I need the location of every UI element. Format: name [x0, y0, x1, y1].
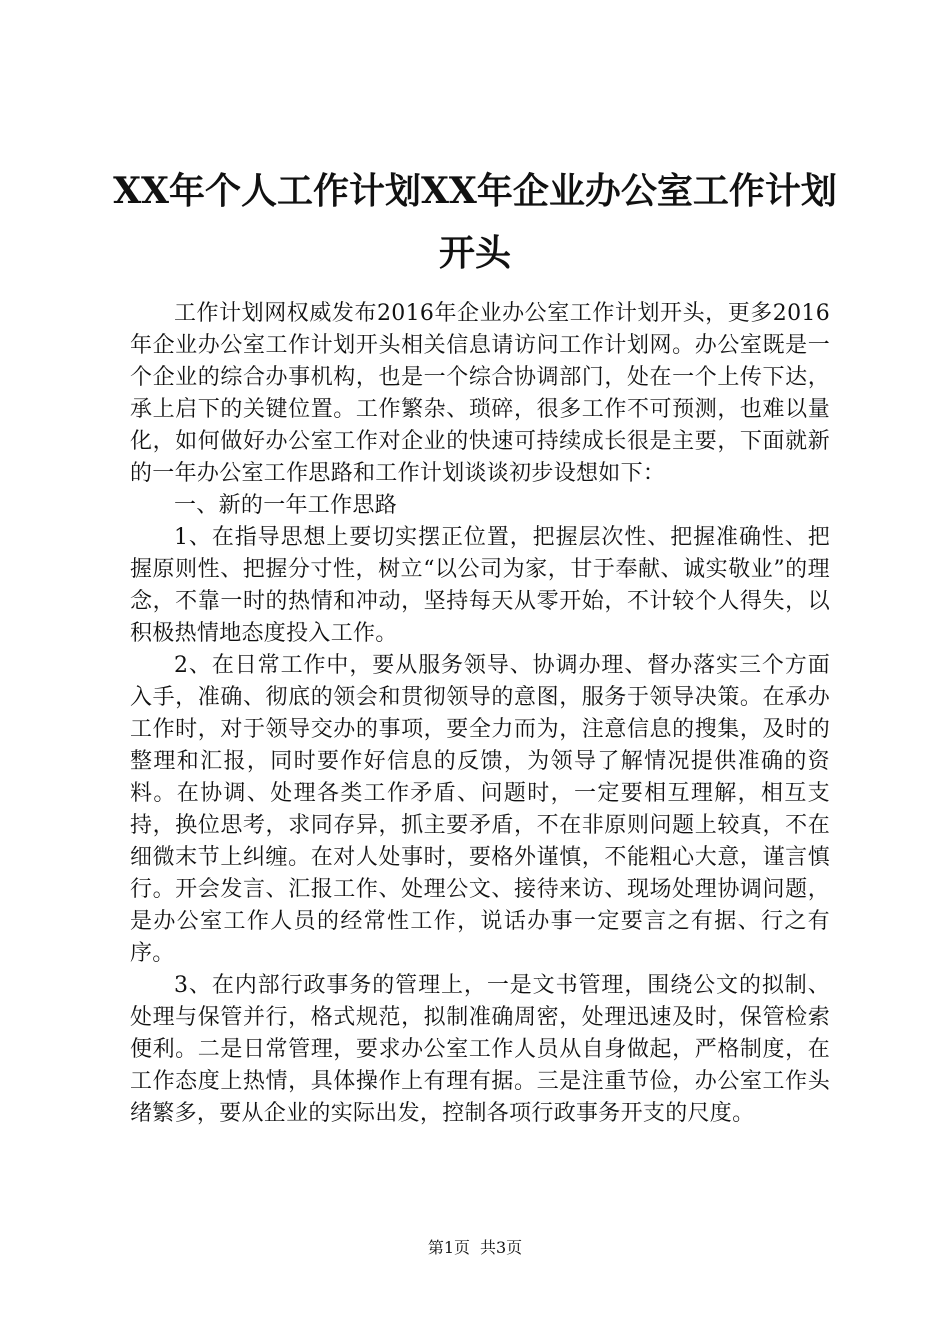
intro-paragraph: 工作计划网权威发布2016年企业办公室工作计划开头，更多2016年企业办公室工作计划开头相关信息请访问工作计划网。办公室既是一个企业的综合办事机构，也是一个综合协调部门，处在一个上传下达，承上启下的关键位置。工作繁杂、琐碎，很多工作不可预测，也难以量化，如何做好办公室工作对企业的快速可持续成长很是主要，下面就新的一年办公室工作思路和工作计划谈谈初步设想如下：: [130, 301, 830, 486]
document-title: XX年个人工作计划XX年企业办公室工作计划开头: [113, 170, 837, 274]
body-paragraph-3: 3、在内部行政事务的管理上，一是文书管理，围绕公文的拟制、处理与保管并行，格式规范，拟制准确周密，处理迅速及时，保管检索便利。二是日常管理，要求办公室工作人员从自身做起，严格制度，在工作态度上热情，具体操作上有理有据。三是注重节俭，办公室工作头绪繁多，要从企业的实际出发，控制各项行政事务开支的尺度。: [130, 973, 830, 1126]
page-number: 第1页: [427, 1238, 470, 1257]
body-paragraph-1: 1、在指导思想上要切实摆正位置，把握层次性、把握准确性、把握原则性、把握分寸性，树立“以公司为家，甘于奉献、诚实敬业”的理念，不靠一时的热情和冲动，坚持每天从零开始，不计较个人得失，以积极热情地态度投入工作。: [130, 525, 830, 646]
body-paragraph-2: 2、在日常工作中，要从服务领导、协调办理、督办落实三个方面入手，准确、彻底的领会和贯彻领导的意图，服务于领导决策。在承办工作时，对于领导交办的事项，要全力而为，注意信息的搜集，及时的整理和汇报，同时要作好信息的反馈，为领导了解情况提供准确的资料。在协调、处理各类工作矛盾、问题时，一定要相互理解，相互支持，换位思考，求同存异，抓主要矛盾，不在非原则问题上较真，不在细微末节上纠缠。在对人处事时，要格外谨慎，不能粗心大意，谨言慎行。开会发言、汇报工作、处理公文、接待来访、现场处理协调问题，是办公室工作人员的经常性工作，说话办事一定要言之有据、行之有序。: [130, 653, 830, 966]
document-body: [130, 298, 830, 1130]
page-total: 共3页: [480, 1238, 523, 1257]
page-footer: [0, 1238, 950, 1258]
section-heading: 一、新的一年工作思路: [174, 493, 398, 518]
